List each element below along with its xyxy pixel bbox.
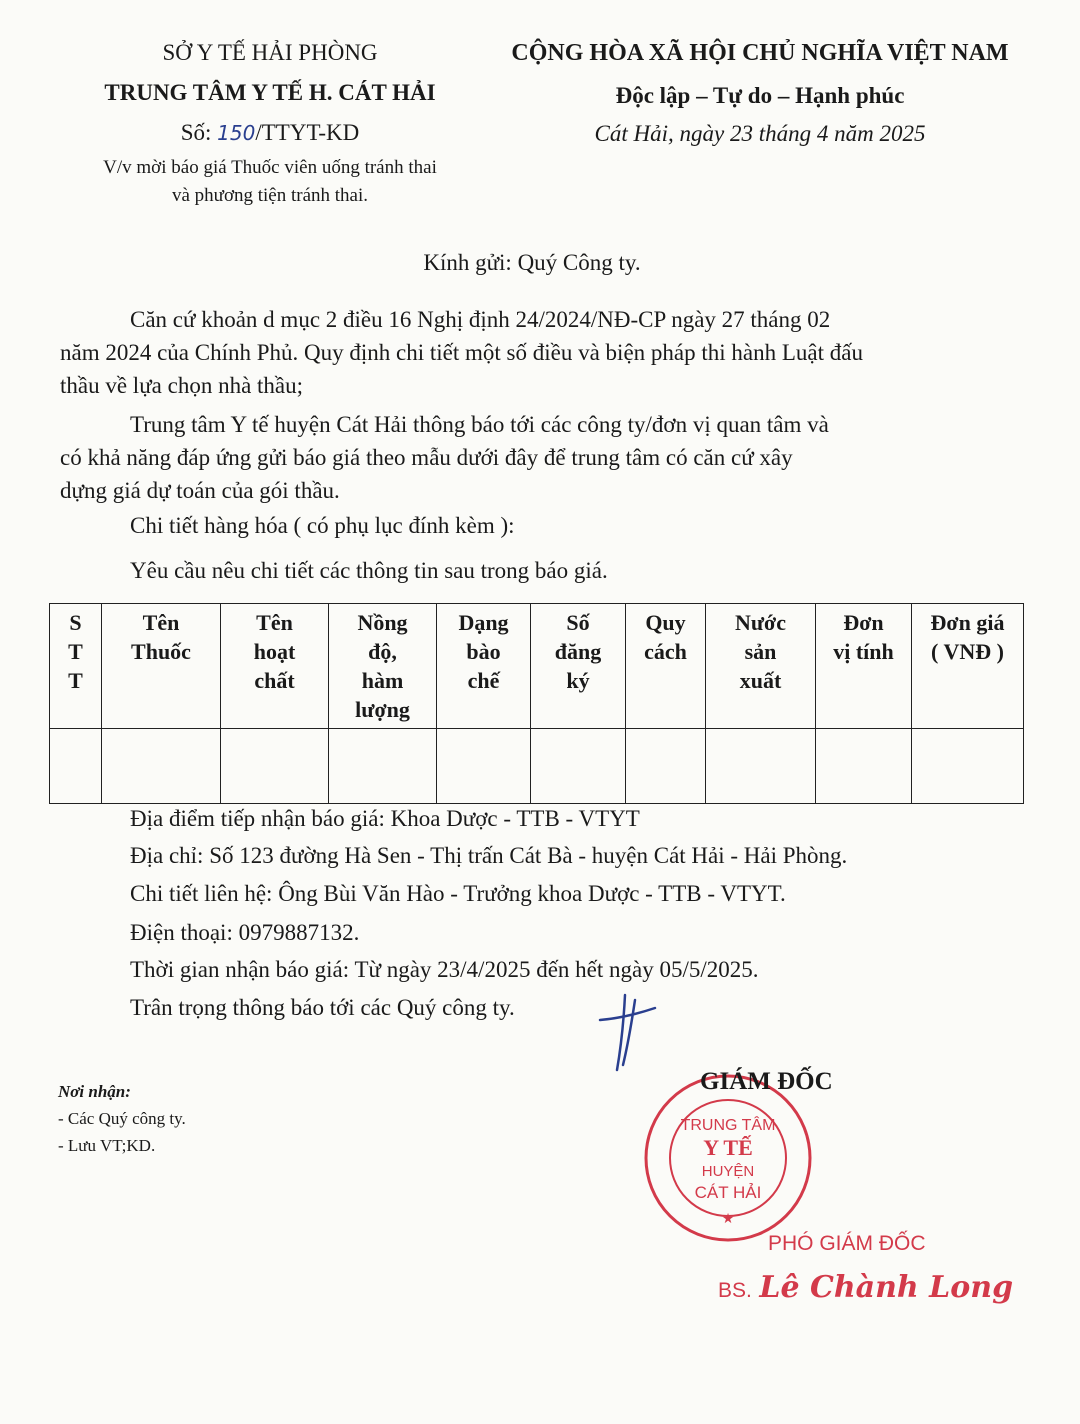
number-suffix: /TTYT-KD [255,120,360,145]
header-active-ingredient: Tên hoạt chất [221,604,329,729]
stamp-line-3: HUYỆN [701,1163,755,1180]
receiving-location: Địa điểm tiếp nhận báo giá: Khoa Dược - TTB - VTYT [130,806,640,831]
para2-line-3: dựng giá dự toán của gói thầu. [60,478,340,503]
header-drug-name: Tên Thuốc [102,604,221,729]
closing-line: Trân trọng thông báo tới các Quý công ty. [130,995,515,1020]
header-unit-price: Đơn giá ( VNĐ ) [912,604,1024,729]
table-cell [912,729,1024,804]
recipients-title: Nơi nhận: [58,1082,131,1101]
signer-name-text: Lê Chành Long [759,1270,1014,1305]
phone: Điện thoại: 0979887132. [130,920,360,945]
paragraph-legal-basis [60,303,1006,402]
table-cell [329,729,437,804]
requirement-line: Yêu cầu nêu chi tiết các thông tin sau trong báo giá. [130,558,608,583]
table-row [50,729,1024,804]
table-header-row [50,604,1024,729]
goods-detail-line: Chi tiết hàng hóa ( có phụ lục đính kèm ): [130,513,515,538]
recipient-item: - Lưu VT;KD. [58,1136,156,1155]
subject [40,154,500,210]
recipient-item: - Các Quý công ty. [58,1109,186,1128]
table-cell [626,729,706,804]
signer-name-prefix: BS. [718,1279,752,1302]
stamp-line-1: TRUNG TÂM [680,1117,776,1134]
signature-title: GIÁM ĐỐC [700,1068,833,1095]
recipients [58,1078,186,1159]
header-packing: Quy cách [626,604,706,729]
motto: Độc lập – Tự do – Hạnh phúc [615,83,905,108]
nation-title: CỘNG HÒA XÃ HỘI CHỦ NGHĨA VIỆT NAM [511,40,1009,66]
subject-line-2: và phương tiện tránh thai. [171,185,369,206]
para1-line-1: Căn cứ khoản d mục 2 điều 16 Nghị định 24/2024/NĐ-CP ngày 27 tháng 02 [130,307,831,332]
greeting: Kính gửi: Quý Công ty. [423,250,641,275]
document-number [40,120,500,146]
header-registration-number: Số đăng ký [531,604,626,729]
header-left [40,40,500,210]
table-cell [816,729,912,804]
subject-line-1: V/v mời báo giá Thuốc viên uống tránh thai [103,157,437,178]
department-name: SỞ Y TẾ HẢI PHÒNG [162,40,378,65]
signer-role: PHÓ GIÁM ĐỐC [768,1232,926,1255]
header-stt: S T T [50,604,102,729]
number-prefix: Số: [180,120,212,145]
paragraph-announcement [60,408,1006,507]
stamp-line-2: Y TẾ [703,1135,753,1160]
contact-person: Chi tiết liên hệ: Ông Bùi Văn Hào - Trưởng khoa Dược - TTB - VTYT. [130,881,786,906]
table-cell [50,729,102,804]
header-country: Nước sản xuất [706,604,816,729]
quotation-table [49,603,1024,804]
para2-line-1: Trung tâm Y tế huyện Cát Hải thông báo tới các công ty/đơn vị quan tâm và [130,412,829,437]
table-cell [221,729,329,804]
signature-scribble-icon [595,990,675,1080]
address: Địa chỉ: Số 123 đường Hà Sen - Thị trấn Cát Bà - huyện Cát Hải - Hải Phòng. [130,843,848,868]
signer-name [718,1270,1013,1305]
para1-line-3: thầu về lựa chọn nhà thầu; [60,373,304,398]
table-cell [706,729,816,804]
header-right [480,40,1040,147]
place-date: Cát Hải, ngày 23 tháng 4 năm 2025 [594,121,926,146]
handwritten-number: 150 [217,121,256,145]
center-name: TRUNG TÂM Y TẾ H. CÁT HẢI [104,80,436,105]
table-cell [102,729,221,804]
table-cell [531,729,626,804]
header-dosage-form: Dạng bào chế [437,604,531,729]
receiving-time: Thời gian nhận báo giá: Từ ngày 23/4/2025 đến hết ngày 05/5/2025. [130,957,759,982]
header-unit: Đơn vị tính [816,604,912,729]
stamp-line-4: CÁT HẢI [694,1183,762,1202]
para2-line-2: có khả năng đáp ứng gửi báo giá theo mẫu dưới đây để trung tâm có căn cứ xây [60,445,793,470]
svg-text:★: ★ [721,1212,735,1227]
para1-line-2: năm 2024 của Chính Phủ. Quy định chi tiết một số điều và biện pháp thi hành Luật đấu [60,340,863,365]
header-concentration: Nồng độ, hàm lượng [329,604,437,729]
table-cell [437,729,531,804]
